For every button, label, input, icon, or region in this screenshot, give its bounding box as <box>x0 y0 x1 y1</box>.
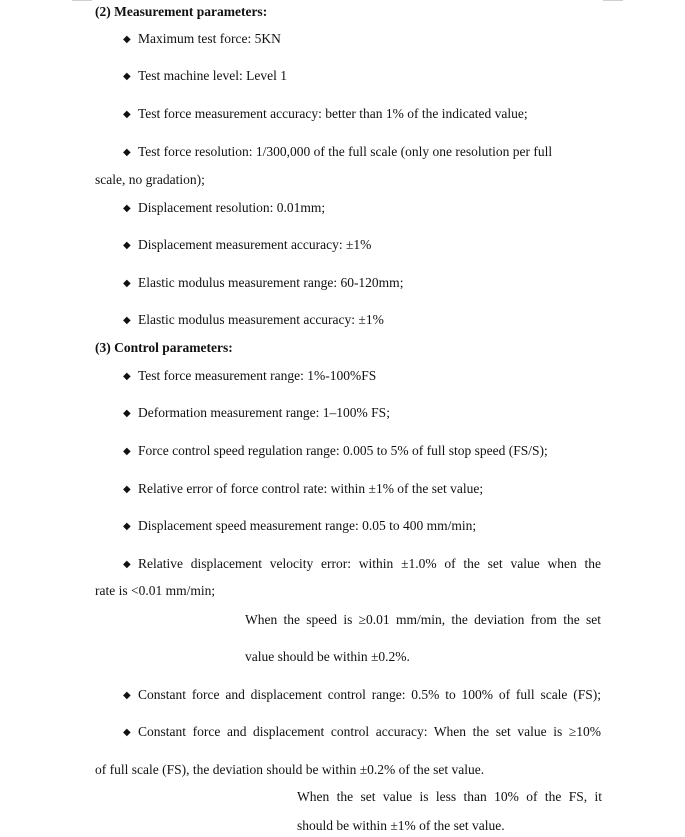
list-item-subline: value should be within ±0.2%. <box>245 649 410 664</box>
list-item-text: Displacement measurement accuracy: ±1% <box>138 237 372 252</box>
diamond-bullet-icon: ◆ <box>123 446 131 457</box>
list-item-text: Elastic modulus measurement range: 60-120mm; <box>138 275 404 290</box>
list-item-text: Constant force and displacement control range: 0.5% to 100% of full scale (FS); <box>138 687 601 702</box>
diamond-bullet-icon: ◆ <box>123 203 131 214</box>
diamond-bullet-icon: ◆ <box>123 727 131 738</box>
diamond-bullet-icon: ◆ <box>123 278 131 289</box>
list-item <box>123 237 371 254</box>
list-item-text: Deformation measurement range: 1–100% FS; <box>138 405 390 420</box>
list-item <box>123 724 601 741</box>
list-item <box>123 518 476 535</box>
list-item-continuation: of full scale (FS), the deviation should be within ±0.2% of the set value. <box>95 762 485 777</box>
diamond-bullet-icon: ◆ <box>123 34 131 45</box>
list-item <box>123 368 376 385</box>
diamond-bullet-icon: ◆ <box>123 71 131 82</box>
list-item-text: Maximum test force: 5KN <box>138 31 281 46</box>
list-item <box>123 200 325 217</box>
list-item <box>123 31 281 48</box>
list-item-text: Relative displacement velocity error: within ±1.0% of the set value when the <box>138 556 601 571</box>
list-item-continuation: scale, no gradation); <box>95 172 205 187</box>
list-item-text: Force control speed regulation range: 0.005 to 5% of full stop speed (FS/S); <box>138 443 548 458</box>
list-item-subline: When the speed is ≥0.01 mm/min, the deviation from the set <box>245 612 601 627</box>
list-item <box>123 443 548 460</box>
page-edge-left <box>72 0 92 1</box>
diamond-bullet-icon: ◆ <box>123 521 131 532</box>
list-item-text: Relative error of force control rate: within ±1% of the set value; <box>138 481 484 496</box>
diamond-bullet-icon: ◆ <box>123 109 131 120</box>
list-item <box>123 144 552 161</box>
list-item <box>123 275 403 292</box>
list-item <box>123 687 601 704</box>
list-item-text: Displacement resolution: 0.01mm; <box>138 200 326 215</box>
diamond-bullet-icon: ◆ <box>123 559 131 570</box>
diamond-bullet-icon: ◆ <box>123 240 131 251</box>
list-item-continuation: rate is <0.01 mm/min; <box>95 583 216 598</box>
diamond-bullet-icon: ◆ <box>123 371 131 382</box>
diamond-bullet-icon: ◆ <box>123 315 131 326</box>
list-item-text: Test force measurement range: 1%-100%FS <box>138 368 377 383</box>
diamond-bullet-icon: ◆ <box>123 408 131 419</box>
section-heading-control: (3) Control parameters: <box>95 340 233 355</box>
diamond-bullet-icon: ◆ <box>123 484 131 495</box>
list-item <box>123 405 390 422</box>
list-item-text: Test machine level: Level 1 <box>138 68 287 83</box>
list-item-text: Elastic modulus measurement accuracy: ±1% <box>138 312 384 327</box>
list-item-text: Test force resolution: 1/300,000 of the full scale (only one resolution per full <box>138 144 553 159</box>
list-item-text: Test force measurement accuracy: better than 1% of the indicated value; <box>138 106 528 121</box>
list-item <box>123 68 287 85</box>
list-item <box>123 481 483 498</box>
list-item <box>123 106 528 123</box>
list-item-text: Displacement speed measurement range: 0.05 to 400 mm/min; <box>138 518 477 533</box>
page-edge-right <box>603 0 623 1</box>
diamond-bullet-icon: ◆ <box>123 690 131 701</box>
section-heading-measurement: (2) Measurement parameters: <box>95 4 268 19</box>
list-item <box>123 556 601 573</box>
list-item-subline: should be within ±1% of the set value. <box>297 818 505 833</box>
diamond-bullet-icon: ◆ <box>123 147 131 158</box>
list-item-subline: When the set value is less than 10% of the FS, it <box>297 789 602 804</box>
list-item-text: Constant force and displacement control accuracy: When the set value is ≥10% <box>138 724 601 739</box>
list-item <box>123 312 384 329</box>
